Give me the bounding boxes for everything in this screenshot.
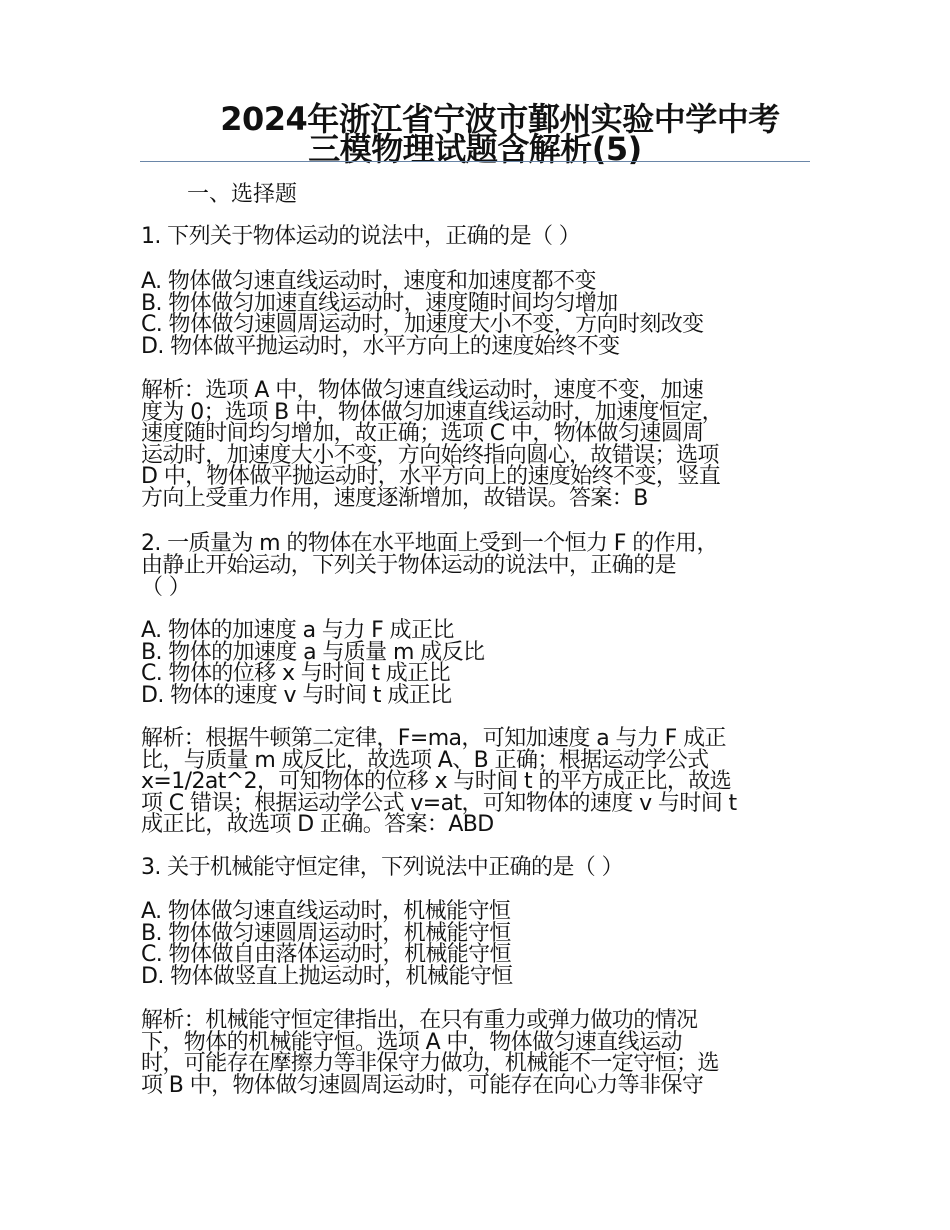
- analysis-line: 速度随时间均匀增加，故正确；选项 C 中，物体做匀速圆周: [141, 421, 704, 446]
- option-a: A. 物体的加速度 a 与力 F 成正比: [141, 618, 454, 643]
- question-1-stem: [141, 226, 813, 248]
- option-b: B. 物体做匀速圆周运动时，机械能守恒: [141, 920, 511, 946]
- stem-line: 由静止开始运动，下列关于物体运动的说法中，正确的是: [141, 553, 677, 578]
- analysis-line: 项 B 中，物体做匀速圆周运动时，可能存在向心力等非保守: [141, 1072, 704, 1098]
- option-c: C. 物体的位移 x 与时间 t 成正比: [141, 661, 450, 686]
- analysis-line: 解析：选项 A 中，物体做匀速直线运动时，速度不变，加速: [141, 378, 704, 403]
- analysis-line: 方向上受重力作用，速度逐渐增加，故错误。答案：B: [141, 485, 648, 511]
- option-c: C. 物体做匀速圆周运动时，加速度大小不变，方向时刻改变: [141, 312, 704, 337]
- option-a: A. 物体做匀速直线运动时，机械能守恒: [141, 899, 511, 924]
- analysis-line: D 中，物体做平抛运动时，水平方向上的速度始终不变，竖直: [141, 464, 721, 489]
- analysis-line: 项 C 错误；根据运动学公式 v=at，可知物体的速度 v 与时间 t: [141, 790, 737, 816]
- analysis-line: 比，与质量 m 成反比，故选项 A、B 正确；根据运动学公式: [141, 747, 709, 773]
- analysis-line: 解析：机械能守恒定律指出，在只有重力或弹力做功的情况: [141, 1008, 698, 1033]
- analysis-line: x=1/2at^2，可知物体的位移 x 与时间 t 的平方成正比，故选: [141, 769, 732, 794]
- option-b: B. 物体做匀加速直线运动时，速度随时间均匀增加: [141, 290, 618, 316]
- title-line-1: 2024年浙江省宁波市鄞州实验中学中考: [220, 100, 780, 138]
- question-1-analysis: [141, 380, 813, 509]
- analysis-line: 成正比，故选项 D 正确。答案：ABD: [141, 812, 494, 837]
- stem-line: 1. 下列关于物体运动的说法中，正确的是（ ）: [141, 224, 581, 249]
- analysis-line: 下，物体的机械能守恒。选项 A 中，物体做匀速直线运动: [141, 1029, 682, 1055]
- option-c: C. 物体做自由落体运动时，机械能守恒: [141, 942, 511, 967]
- question-3-analysis: [141, 1010, 813, 1096]
- option-a: A. 物体做匀速直线运动时，速度和加速度都不变: [141, 269, 596, 294]
- title-line-2: 三模物理试题含解析(5): [308, 130, 642, 168]
- question-3-options: [141, 901, 813, 987]
- option-d: D. 物体做竖直上抛运动时，机械能守恒: [141, 963, 513, 989]
- page-title: [140, 100, 810, 168]
- option-b: B. 物体的加速度 a 与质量 m 成反比: [141, 639, 485, 665]
- analysis-line: 解析：根据牛顿第二定律，F=ma，可知加速度 a 与力 F 成正: [141, 726, 726, 751]
- stem-line: 3. 关于机械能守恒定律，下列说法中正确的是（ ）: [141, 855, 623, 880]
- question-1-options: [141, 271, 813, 357]
- analysis-line: 度为 0；选项 B 中，物体做匀加速直线运动时，加速度恒定，: [141, 399, 724, 425]
- question-3-stem: [141, 857, 813, 879]
- question-2-stem: [141, 533, 813, 599]
- option-d: D. 物体的速度 v 与时间 t 成正比: [141, 682, 452, 708]
- question-2-options: [141, 620, 813, 706]
- option-d: D. 物体做平抛运动时，水平方向上的速度始终不变: [141, 333, 620, 359]
- stem-line: （ ）: [141, 575, 191, 600]
- analysis-line: 运动时，加速度大小不变，方向始终指向圆心，故错误；选项: [141, 442, 719, 468]
- stem-line: 2. 一质量为 m 的物体在水平地面上受到一个恒力 F 的作用，: [141, 531, 718, 556]
- title-underline: [140, 161, 810, 162]
- question-2-analysis: [141, 728, 813, 836]
- section-heading: 一、选择题: [187, 182, 298, 207]
- analysis-line: 时，可能存在摩擦力等非保守力做功，机械能不一定守恒；选: [141, 1051, 719, 1076]
